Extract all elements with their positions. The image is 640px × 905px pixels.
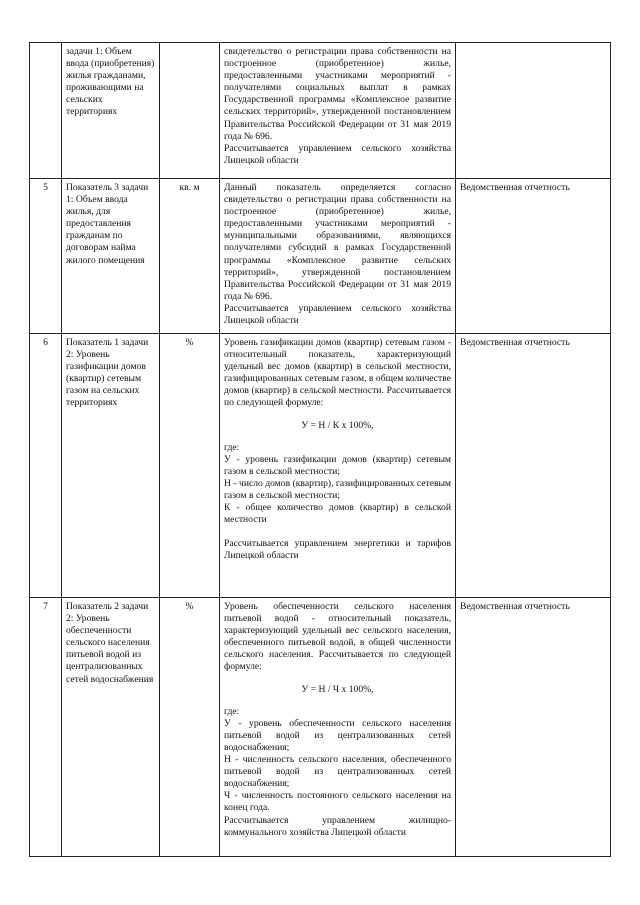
row-number: 6 <box>30 334 62 598</box>
indicator-name: Показатель 2 задачи 2: Уровень обеспеченности сельского населения питьевой водой из централизованных сетей водоснабжения <box>62 598 160 857</box>
definition: Н - численность сельского населения, обеспеченного питьевой водой из централизованных сетей водоснабжения; <box>224 754 451 790</box>
row-number <box>30 43 62 179</box>
definition: Н - число домов (квартир), газифицированных сетевым газом в сельской местности; <box>224 477 451 502</box>
where-label: где: <box>224 441 240 453</box>
method-cell <box>220 598 456 857</box>
unit-cell: % <box>160 334 220 598</box>
method-text: Уровень обеспеченности сельского населения питьевой водой - относительный показатель, характеризующий удельный вес сельского населения, обеспеченного питьевой водой, в общей численности сельского населения. Рассчитывается по следующей формуле: <box>224 601 451 673</box>
method-cell <box>220 179 456 334</box>
method-text: Данный показатель определяется согласно свидетельство о регистрации права собственности на построенное (приобретенное) жилье, предоставленными участниками мероприятий - муниципальными образованиями, являющихся получателями субсидий в рамках Государственной программы «Комплексное развитие сельских территорий», утвержденной постановлением Правительства Российской Федерации от 31 мая 2019 года № 696. <box>224 182 451 302</box>
row-number: 5 <box>30 179 62 334</box>
source-cell: Ведомственная отчетность <box>456 598 611 857</box>
unit-cell <box>160 43 220 179</box>
indicator-name: задачи 1: Объем ввода (приобретения) жилья гражданами, проживающими на сельских территориях <box>62 43 160 179</box>
indicator-table <box>29 42 611 857</box>
unit-cell: кв. м <box>160 179 220 334</box>
definition: К - общее количество домов (квартир) в сельской местности <box>224 502 451 526</box>
definition: У - уровень газификации домов (квартир) сетевым газом в сельской местности; <box>224 453 451 477</box>
responsible-note: Рассчитывается управлением сельского хозяйства Липецкой области <box>224 142 451 166</box>
formula: У = Н / К x 100%, <box>301 419 374 431</box>
table-row <box>30 179 611 334</box>
source-cell: Ведомственная отчетность <box>456 179 611 334</box>
table-row <box>30 598 611 857</box>
indicator-name: Показатель 3 задачи 1: Объем ввода жилья, для предоставления гражданам по договорам найма жилого помещения <box>62 179 160 334</box>
method-text: свидетельство о регистрации права собственности на построенное (приобретенное) жилье, предоставленными участниками мероприятий - получателями социальных выплат в рамках Государственной программы «Комплексное развитие сельских территорий», утвержденной постановлением Правительства Российской Федерации от 31 мая 2019 года № 696. <box>224 46 451 142</box>
indicator-name: Показатель 1 задачи 2: Уровень газификации домов (квартир) сетевым газом на сельских территориях <box>62 334 160 598</box>
formula: У = Н / Ч x 100%, <box>301 683 374 695</box>
source-cell: Ведомственная отчетность <box>456 334 611 598</box>
method-cell <box>220 334 456 598</box>
responsible-note: Рассчитывается управлением жилищно-коммунального хозяйства Липецкой области <box>224 814 451 838</box>
responsible-note: Рассчитывается управлением сельского хозяйства Липецкой области <box>224 302 451 327</box>
source-cell <box>456 43 611 179</box>
table-row <box>30 334 611 598</box>
responsible-note: Рассчитывается управлением энергетики и тарифов Липецкой области <box>224 538 451 562</box>
row-number: 7 <box>30 598 62 857</box>
method-cell <box>220 43 456 179</box>
table-row <box>30 43 611 179</box>
definition: Ч - численность постоянного сельского населения на конец года. <box>224 790 451 814</box>
method-text: Уровень газификации домов (квартир) сетевым газом - относительный показатель, характеризующий удельный вес домов (квартир) в сельской местности, газифицированных сетевым газом, в общем количестве домов (квартир) в сельской местности. Рассчитывается по следующей формуле: <box>224 337 451 409</box>
where-label: где: <box>224 705 240 717</box>
unit-cell: % <box>160 598 220 857</box>
definition: У - уровень обеспеченности сельского населения питьевой водой из централизованных сетей водоснабжения; <box>224 717 451 753</box>
